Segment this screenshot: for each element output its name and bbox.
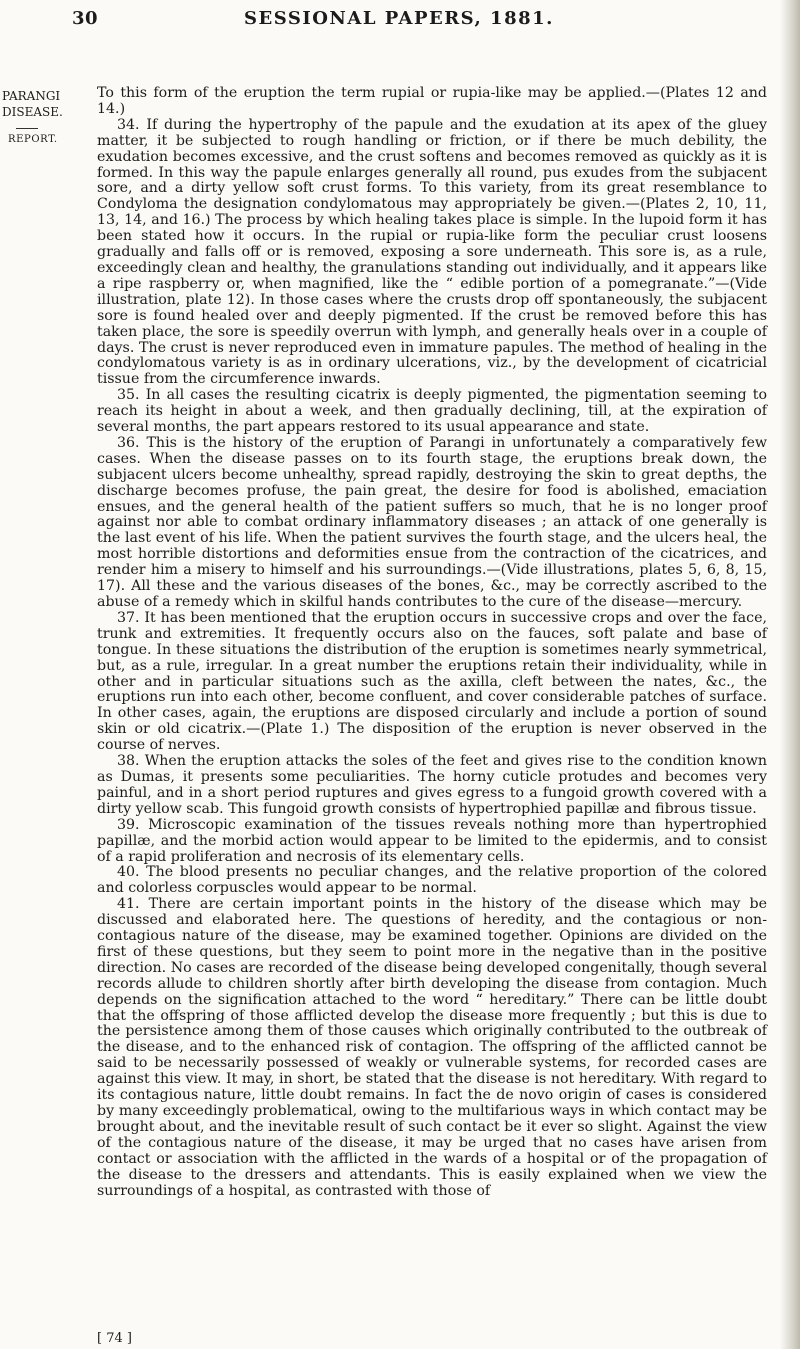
- page-number: 30: [72, 8, 99, 29]
- margin-note-report: REPORT.: [8, 134, 58, 145]
- paragraph-39: 39. Microscopic examination of the tissues reveals nothing more than hypertrophied papillæ, and the morbid action would appear to be limited to the epidermis, and to consist of a rapid proliferation and necrosis of its elementary cells.: [97, 816, 767, 865]
- page-header: [0, 4, 800, 34]
- paragraph-36: 36. This is the history of the eruption of Parangi in unfortunately a comparatively few cases. When the disease passes on to its fourth stage, the eruptions break down, the subjacent ulcers become unhealthy, spread rapidly, destroying the skin to great depths, the discharge becomes profuse, the pain great, the desire for food is abolished, emaciation ensues, and the general health of the patient suffers so much, that he is no longer proof against nor able to combat ordinary inflammatory diseases ; an attack of one generally is the last event of his life. When the patient survives the fourth stage, and the ulcers heal, the most horrible distortions and deformities ensue from the contraction of the cicatrices, and render him a misery to himself and his surroundings.—(Vide illustrations, plates 5, 6, 8, 15, 17). All these and the various diseases of the bones, &c., may be correctly ascribed to the abuse of a remedy which in skilful hands contributes to the cure of the disease—mercury.: [97, 434, 767, 610]
- paragraph-40: 40. The blood presents no peculiar changes, and the relative proportion of the colored and colorless corpuscles would appear to be normal.: [97, 864, 767, 897]
- margin-note-subtitle: DISEASE.: [2, 105, 63, 119]
- paragraph-37: 37. It has been mentioned that the eruption occurs in successive crops and over the face, trunk and extremities. It frequently occurs also on the fauces, soft palate and base of tongue. In these situations the distribution of the eruption is sometimes nearly symmetrical, but, as a rule, irregular. In a great number the eruptions retain their individuality, while in other and in particular situations such as the axilla, cleft between the nates, &c., the eruptions run into each other, become confluent, and cover considerable patches of surface. In other cases, again, the eruptions are disposed circularly and include a portion of sound skin or old cicatrix.—(Plate 1.) The disposition of the eruption is never observed in the course of nerves.: [97, 609, 767, 754]
- running-title: SESSIONAL PAPERS, 1881.: [244, 8, 554, 29]
- body-text: [97, 86, 767, 1199]
- margin-note-title: PARANGI: [2, 89, 61, 103]
- paragraph-38: 38. When the eruption attacks the soles of the feet and gives rise to the condition known as Dumas, it presents some peculiarities. The horny cuticle protudes and becomes very painful, and in a short period ruptures and gives egress to a fungoid growth covered with a dirty yellow scab. This fungoid growth consists of hypertrophied papillæ and fibrous tissue.: [97, 753, 767, 817]
- margin-note: [2, 88, 88, 148]
- sheet-signature: [ 74 ]: [97, 1331, 132, 1346]
- paragraph-continuation: To this form of the eruption the term rupial or rupia-like may be applied.—(Plates 12 and 14.): [97, 85, 767, 117]
- margin-note-rule: [16, 128, 38, 129]
- paragraph-35: 35. In all cases the resulting cicatrix is deeply pigmented, the pigmentation seeming to reach its height in about a week, and then gradually declining, till, at the expiration of several months, the part appears restored to its usual appearance and state.: [97, 387, 767, 436]
- paragraph-34: 34. If during the hypertrophy of the papule and the exudation at its apex of the gluey matter, it be subjected to rough handling or friction, or if there be much debility, the exudation becomes excessive, and the crust softens and becomes removed as quickly as it is formed. In this way the papule enlarges generally all round, pus exudes from the subjacent sore, and a dirty yellow soft crust forms. To this variety, from its great resemblance to Condyloma the designation condylomatous may appropriately be given.—(Plates 2, 10, 11, 13, 14, and 16.) The process by which healing takes place is simple. In the lupoid form it has been stated how it occurs. In the rupial or rupia-like form the peculiar crust loosens gradually and falls off or is removed, exposing a sore underneath. This sore is, as a rule, exceedingly clean and healthy, the granulations standing out individually, and it appears like a ripe raspberry or, when magnified, like the “ edible portion of a pomegranate.”—(Vide illustration, plate 12). In those cases where the crusts drop off spontaneously, the subjacent sore is found healed over and deeply pigmented. If the crust be removed before this has taken place, the sore is speedily overrun with lymph, and generally heals over in a couple of days. The crust is never reproduced even in immature papules. The method of healing in the condylomatous variety is as in ordinary ulcerations, viz., by the development of cicatricial tissue from the circumference inwards.: [97, 116, 767, 388]
- page-edge-shadow: [780, 0, 800, 1349]
- paragraph-41: 41. There are certain important points in the history of the disease which may be discussed and elaborated here. The questions of heredity, and the contagious or non-contagious nature of the disease, may be examined together. Opinions are divided on the first of these questions, but they seem to point more in the negative than in the positive direction. No cases are recorded of the disease being developed congenitally, though several records allude to children shortly after birth developing the disease from contagion. Much depends on the signification attached to the word “ hereditary.” There can be little doubt that the offspring of those afflicted develop the disease more frequently ; but this is due to the persistence among them of those causes which originally contributed to the outbreak of the disease, and to the enhanced risk of contagion. The offspring of the afflicted cannot be said to be necessarily possessed of weakly or vulnerable systems, for recorded cases are against this view. It may, in short, be stated that the disease is not hereditary. With regard to its contagious nature, little doubt remains. In fact the de novo origin of cases is considered by many exceedingly problematical, owing to the multifarious ways in which contact may be brought about, and the inevitable result of such contact be it ever so slight. Against the view of the contagious nature of the disease, it may be urged that no cases have arisen from contact or association with the afflicted in the wards of a hospital or of the propagation of the disease to the dressers and attendants. This is easily explained when we view the surroundings of a hospital, as contrasted with those of: [97, 896, 767, 1199]
